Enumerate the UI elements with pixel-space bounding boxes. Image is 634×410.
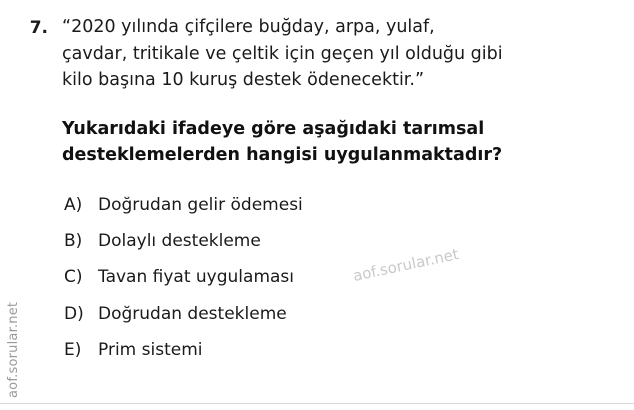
option-a-text: Doğrudan gelir ödemesi: [98, 195, 303, 216]
option-a[interactable]: [64, 194, 614, 216]
stem-line-2: desteklemelerden hangisi uygulanmaktadır?: [62, 145, 503, 166]
option-d-letter: D): [64, 303, 84, 324]
option-a-letter: A): [64, 195, 83, 216]
question-row: [22, 14, 614, 168]
stem-line-1: Yukarıdaki ifadeye göre aşağıdaki tarımsal: [62, 118, 485, 139]
question-block: [22, 14, 614, 375]
option-e[interactable]: [64, 339, 614, 361]
answer-options: [22, 194, 614, 360]
option-e-letter: E): [64, 339, 82, 360]
option-d[interactable]: [64, 303, 614, 325]
option-c-letter: C): [64, 267, 83, 288]
quote-line-1: “2020 yılında çifçilere buğday, arpa, yulaf,: [62, 17, 435, 37]
question-quote: [62, 14, 614, 94]
option-e-text: Prim sistemi: [98, 339, 203, 360]
option-b-letter: B): [64, 231, 83, 252]
diagonal-watermark: aof.sorular.net: [351, 245, 461, 285]
bottom-divider: [0, 403, 634, 404]
option-d-text: Doğrudan destekleme: [98, 303, 287, 324]
question-body: [48, 14, 614, 168]
side-watermark: aof.sorular.net: [6, 301, 21, 398]
option-b-text: Dolaylı destekleme: [98, 231, 261, 252]
option-c-text: Tavan fiyat uygulaması: [98, 267, 294, 288]
option-c[interactable]: [64, 266, 614, 288]
quote-line-3: kilo başına 10 kuruş destek ödenecektir.”: [62, 70, 425, 91]
question-number: 7.: [29, 18, 48, 38]
quote-line-2: çavdar, tritikale ve çeltik için geçen yıl olduğu gibi: [62, 43, 503, 64]
option-b[interactable]: [64, 230, 614, 252]
question-stem: [62, 116, 614, 169]
